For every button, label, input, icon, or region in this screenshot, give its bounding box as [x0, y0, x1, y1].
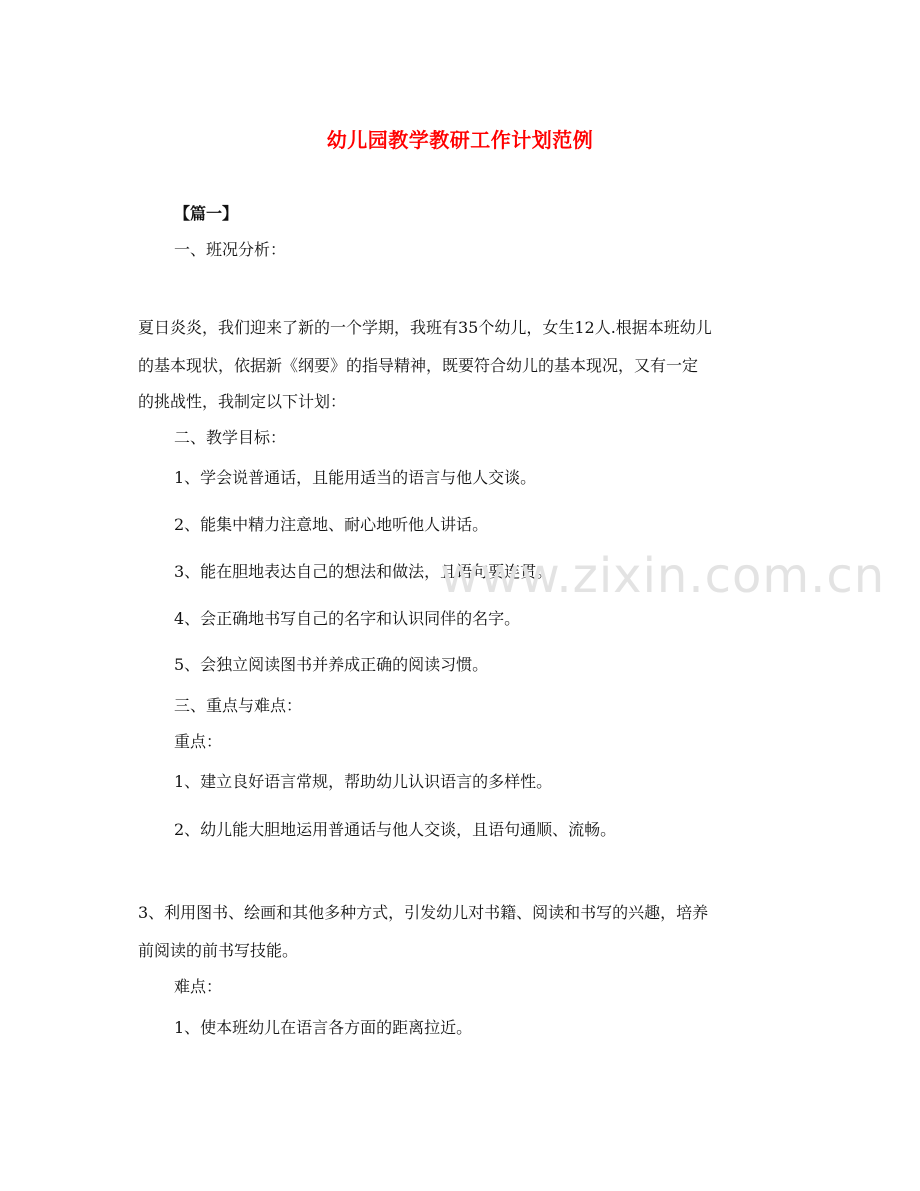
section-heading-part-one: 【篇一】 — [174, 204, 239, 223]
heading-class-analysis: 一、班况分析： — [174, 240, 287, 259]
list-item: 2、能集中精力注意地、耐心地听他人讲话。 — [174, 515, 489, 534]
list-item: 3、能在胆地表达自己的想法和做法，且语句要连贯。 — [174, 562, 553, 581]
list-item: 4、会正确地书写自己的名字和认识同伴的名字。 — [174, 609, 521, 628]
paragraph-line: 夏日炎炎，我们迎来了新的一个学期，我班有35个幼儿，女生12人.根据本班幼儿 — [138, 318, 712, 337]
list-item: 1、建立良好语言常规，帮助幼儿认识语言的多样性。 — [174, 772, 553, 791]
paragraph-line: 3、利用图书、绘画和其他多种方式，引发幼儿对书籍、阅读和书写的兴趣，培养 — [138, 903, 709, 922]
heading-teaching-goals: 二、教学目标： — [174, 428, 287, 447]
subheading-key-points: 重点： — [174, 732, 223, 751]
watermark: www.zixin.com.cn — [440, 548, 886, 604]
document-title: 幼儿园教学教研工作计划范例 — [326, 128, 594, 152]
subheading-difficult-points: 难点： — [174, 977, 223, 996]
list-item: 2、幼儿能大胆地运用普通话与他人交谈，且语句通顺、流畅。 — [174, 820, 617, 839]
list-item: 1、使本班幼儿在语言各方面的距离拉近。 — [174, 1018, 473, 1037]
paragraph-line: 前阅读的前书写技能。 — [138, 941, 299, 960]
list-item: 1、学会说普通话，且能用适当的语言与他人交谈。 — [174, 468, 537, 487]
list-item: 5、会独立阅读图书并养成正确的阅读习惯。 — [174, 655, 489, 674]
heading-key-and-difficult-points: 三、重点与难点： — [174, 696, 303, 715]
paragraph-line: 的基本现状，依据新《纲要》的指导精神，既要符合幼儿的基本现况，又有一定 — [138, 356, 699, 375]
paragraph-line: 的挑战性，我制定以下计划： — [138, 392, 347, 411]
